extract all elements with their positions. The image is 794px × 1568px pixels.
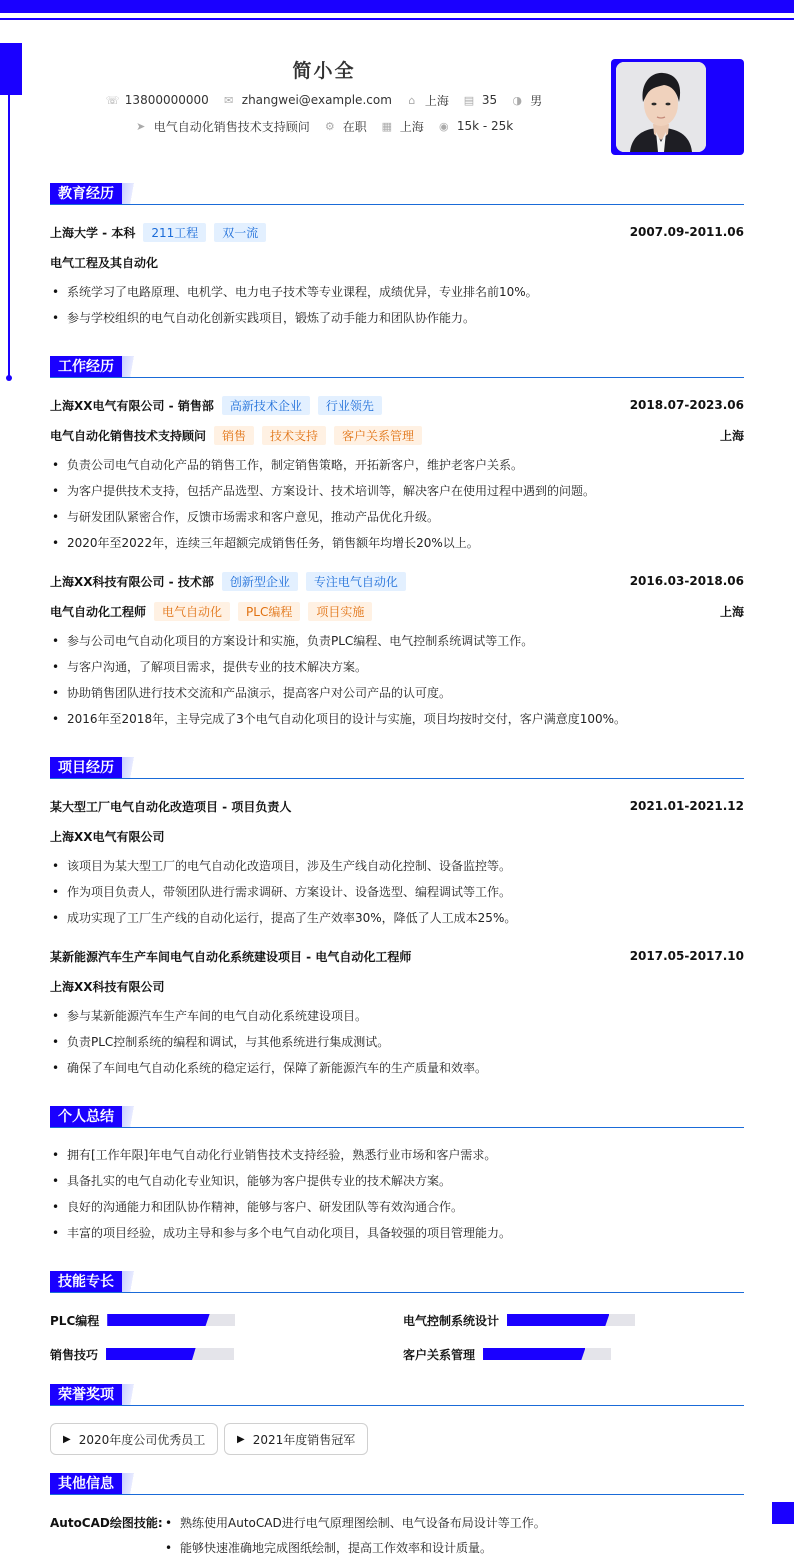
skill-bar bbox=[483, 1348, 611, 1360]
list-item: • 良好的沟通能力和团队协作精神，能够与客户、研发团队等有效沟通合作。 bbox=[50, 1197, 744, 1217]
section-project-label: 项目经历 bbox=[50, 757, 122, 779]
section-other-label: 其他信息 bbox=[50, 1473, 122, 1495]
position-info bbox=[135, 118, 310, 135]
skill-item bbox=[403, 1344, 611, 1364]
education-tag: 211工程 bbox=[143, 223, 206, 242]
role-tag: 客户关系管理 bbox=[334, 426, 422, 445]
section-title-tail bbox=[122, 1384, 138, 1406]
award-text: 2020年度公司优秀员工 bbox=[78, 1432, 206, 1447]
work-2-role-row bbox=[50, 601, 744, 621]
list-item: • 能够快速准确地完成图纸绘制，提高工作效率和设计质量。 bbox=[163, 1538, 492, 1558]
section-work-label: 工作经历 bbox=[50, 356, 122, 378]
company-tag: 创新型企业 bbox=[222, 572, 298, 591]
skill-bar bbox=[106, 1348, 234, 1360]
gender-text: 男 bbox=[530, 93, 543, 108]
section-education-label: 教育经历 bbox=[50, 183, 122, 205]
section-title-tail bbox=[122, 1271, 138, 1293]
education-tag: 双一流 bbox=[214, 223, 266, 242]
status-text: 在职 bbox=[342, 119, 367, 134]
skill-bar-fill bbox=[507, 1314, 609, 1326]
calendar-icon: ▤ bbox=[463, 93, 475, 107]
section-summary bbox=[50, 1106, 744, 1128]
role-tag: 电气自动化 bbox=[154, 602, 230, 621]
position-text: 电气自动化销售技术支持顾问 bbox=[153, 119, 310, 134]
work-city-text: 上海 bbox=[399, 119, 424, 134]
section-title-tail bbox=[122, 1106, 138, 1128]
list-item: • 具备扎实的电气自动化专业知识，能够为客户提供专业的技术解决方案。 bbox=[50, 1171, 744, 1191]
company-tag: 专注电气自动化 bbox=[306, 572, 406, 591]
list-item: • 参与某新能源汽车生产车间的电气自动化系统建设项目。 bbox=[50, 1006, 744, 1026]
list-item: • 参与学校组织的电气自动化创新实践项目，锻炼了动手能力和团队协作能力。 bbox=[50, 308, 744, 328]
section-title-tail bbox=[122, 183, 138, 205]
salary-text: 15k - 25k bbox=[456, 119, 514, 133]
section-education bbox=[50, 183, 744, 205]
list-item: • 协助销售团队进行技术交流和产品演示，提高客户对公司产品的认可度。 bbox=[50, 683, 744, 703]
home-icon: ⌂ bbox=[408, 93, 416, 107]
project-title: 某新能源汽车生产车间电气自动化系统建设项目 - 电气自动化工程师 bbox=[50, 949, 412, 964]
project-2-org-row bbox=[50, 976, 744, 996]
list-item: • 负责公司电气自动化产品的销售工作，制定销售策略，开拓新客户，维护老客户关系。 bbox=[50, 455, 744, 475]
city-text: 上海 bbox=[424, 93, 449, 108]
job-intent-row bbox=[50, 113, 598, 139]
section-rule bbox=[50, 1405, 744, 1406]
email-text: zhangwei@example.com bbox=[241, 93, 392, 107]
left-timeline-line bbox=[8, 95, 10, 378]
left-accent-block bbox=[0, 43, 22, 95]
work-2-header-row bbox=[50, 571, 744, 591]
skill-name: 销售技巧 bbox=[50, 1347, 99, 1362]
project-2-header-row bbox=[50, 946, 744, 966]
left-timeline-dot bbox=[6, 375, 12, 381]
list-item: • 该项目为某大型工厂的电气自动化改造项目，涉及生产线自动化控制、设备监控等。 bbox=[50, 856, 744, 876]
section-honors-label: 荣誉奖项 bbox=[50, 1384, 122, 1406]
section-other bbox=[50, 1473, 744, 1495]
role-tag: 技术支持 bbox=[262, 426, 326, 445]
contact-row bbox=[50, 87, 598, 113]
project-1-org-row bbox=[50, 826, 744, 846]
building-icon: ▦ bbox=[381, 119, 392, 133]
education-school: 上海大学 - 本科 bbox=[50, 225, 136, 240]
candidate-name: 简小全 bbox=[292, 60, 356, 82]
award-chip bbox=[50, 1423, 218, 1455]
right-accent-block bbox=[772, 1502, 794, 1524]
company-tag: 行业领先 bbox=[318, 396, 382, 415]
age-text: 35 bbox=[481, 93, 498, 107]
list-item: • 成功实现了工厂生产线的自动化运行，提高了生产效率30%，降低了人工成本25%。 bbox=[50, 908, 744, 928]
award-chip bbox=[224, 1423, 368, 1455]
education-major: 电气工程及其自动化 bbox=[50, 255, 159, 270]
skill-bar-fill bbox=[106, 1348, 196, 1360]
work-company: 上海XX电气有限公司 - 销售部 bbox=[50, 398, 214, 413]
section-rule bbox=[50, 778, 744, 779]
work-location: 上海 bbox=[719, 604, 744, 619]
coin-icon: ◉ bbox=[439, 119, 449, 133]
section-title-tail bbox=[122, 1473, 138, 1495]
list-item: • 2016年至2018年，主导完成了3个电气自动化项目的设计与实施，项目均按时交付，客户满意度100%。 bbox=[50, 709, 744, 729]
skill-bar bbox=[507, 1314, 635, 1326]
avatar bbox=[616, 62, 706, 152]
list-item: • 参与公司电气自动化项目的方案设计和实施，负责PLC编程、电气控制系统调试等工作。 bbox=[50, 631, 744, 651]
section-honors bbox=[50, 1384, 744, 1406]
skill-name: 电气控制系统设计 bbox=[403, 1313, 500, 1328]
role-tag: PLC编程 bbox=[238, 602, 300, 621]
company-tag: 高新技术企业 bbox=[222, 396, 310, 415]
age-info bbox=[463, 93, 497, 107]
list-item: • 作为项目负责人，带领团队进行需求调研、方案设计、设备选型、编程调试等工作。 bbox=[50, 882, 744, 902]
email-info bbox=[223, 93, 392, 107]
mail-icon: ✉ bbox=[224, 93, 234, 107]
project-org: 上海XX电气有限公司 bbox=[50, 829, 165, 844]
skill-name: 客户关系管理 bbox=[403, 1347, 476, 1362]
avatar-portrait-icon bbox=[616, 62, 706, 152]
section-skills bbox=[50, 1271, 744, 1293]
resume-header bbox=[50, 55, 598, 139]
skill-item bbox=[50, 1310, 235, 1330]
education-major-row bbox=[50, 252, 744, 272]
gender-info bbox=[511, 92, 542, 109]
phone-text: 13800000000 bbox=[124, 93, 209, 107]
top-accent-bar bbox=[0, 0, 794, 13]
project-title: 某大型工厂电气自动化改造项目 - 项目负责人 bbox=[50, 799, 292, 814]
education-header-row bbox=[50, 222, 744, 242]
status-info bbox=[324, 118, 367, 135]
photo-frame bbox=[611, 59, 744, 155]
section-rule bbox=[50, 204, 744, 205]
skill-item bbox=[50, 1344, 234, 1364]
skill-bar-fill bbox=[483, 1348, 585, 1360]
section-skills-label: 技能专长 bbox=[50, 1271, 122, 1293]
work-role: 电气自动化工程师 bbox=[50, 604, 147, 619]
city-info bbox=[406, 92, 449, 109]
education-period: 2007.09-2011.06 bbox=[629, 225, 744, 239]
list-item: • 确保了车间电气自动化系统的稳定运行，保障了新能源汽车的生产质量和效率。 bbox=[50, 1058, 744, 1078]
gender-icon: ◑ bbox=[512, 93, 522, 107]
role-tag: 销售 bbox=[214, 426, 254, 445]
salary-info bbox=[438, 119, 513, 133]
work-location: 上海 bbox=[719, 428, 744, 443]
list-item: • 拥有[工作年限]年电气自动化行业销售技术支持经验，熟悉行业市场和客户需求。 bbox=[50, 1145, 744, 1165]
list-item: • 负责PLC控制系统的编程和调试，与其他系统进行集成测试。 bbox=[50, 1032, 744, 1052]
section-project bbox=[50, 757, 744, 779]
skill-item bbox=[403, 1310, 635, 1330]
play-icon: ▶ bbox=[237, 1433, 245, 1445]
section-rule bbox=[50, 1494, 744, 1495]
skill-bar-fill bbox=[107, 1314, 209, 1326]
work-city-info bbox=[381, 118, 424, 135]
section-title-tail bbox=[122, 356, 138, 378]
skill-bar bbox=[107, 1314, 235, 1326]
project-org: 上海XX科技有限公司 bbox=[50, 979, 165, 994]
work-1-header-row bbox=[50, 395, 744, 415]
section-title-tail bbox=[122, 757, 138, 779]
list-item: • 系统学习了电路原理、电机学、电力电子技术等专业课程，成绩优异，专业排名前10%。 bbox=[50, 282, 744, 302]
section-rule bbox=[50, 1292, 744, 1293]
list-item: • 熟练使用AutoCAD进行电气原理图绘制、电气设备布局设计等工作。 bbox=[163, 1513, 546, 1533]
work-company: 上海XX科技有限公司 - 技术部 bbox=[50, 574, 214, 589]
project-period: 2021.01-2021.12 bbox=[629, 799, 744, 813]
list-item: • 与研发团队紧密合作，反馈市场需求和客户意见，推动产品优化升级。 bbox=[50, 507, 744, 527]
work-period: 2016.03-2018.06 bbox=[629, 574, 744, 588]
section-summary-label: 个人总结 bbox=[50, 1106, 122, 1128]
top-accent-line bbox=[0, 18, 794, 20]
project-1-header-row bbox=[50, 796, 744, 816]
play-icon: ▶ bbox=[63, 1433, 71, 1445]
skill-name: PLC编程 bbox=[50, 1313, 100, 1328]
project-period: 2017.05-2017.10 bbox=[629, 949, 744, 963]
list-item: • 丰富的项目经验，成功主导和参与多个电气自动化项目，具备较强的项目管理能力。 bbox=[50, 1223, 744, 1243]
work-role: 电气自动化销售技术支持顾问 bbox=[50, 428, 207, 443]
settings-icon: ⚙ bbox=[324, 119, 335, 133]
section-rule bbox=[50, 377, 744, 378]
send-icon: ➤ bbox=[136, 119, 146, 133]
work-1-role-row bbox=[50, 425, 744, 445]
phone-info bbox=[106, 93, 209, 107]
section-rule bbox=[50, 1127, 744, 1128]
role-tag: 项目实施 bbox=[308, 602, 372, 621]
work-period: 2018.07-2023.06 bbox=[629, 398, 744, 412]
phone-icon: ☏ bbox=[105, 93, 120, 107]
award-text: 2021年度销售冠军 bbox=[252, 1432, 356, 1447]
list-item: • 为客户提供技术支持，包括产品选型、方案设计、技术培训等，解决客户在使用过程中遇到的问题。 bbox=[50, 481, 744, 501]
other-info-label: AutoCAD绘图技能: bbox=[50, 1516, 163, 1530]
list-item: • 与客户沟通，了解项目需求，提供专业的技术解决方案。 bbox=[50, 657, 744, 677]
list-item: • 2020年至2022年，连续三年超额完成销售任务，销售额年均增长20%以上。 bbox=[50, 533, 744, 553]
section-work bbox=[50, 356, 744, 378]
